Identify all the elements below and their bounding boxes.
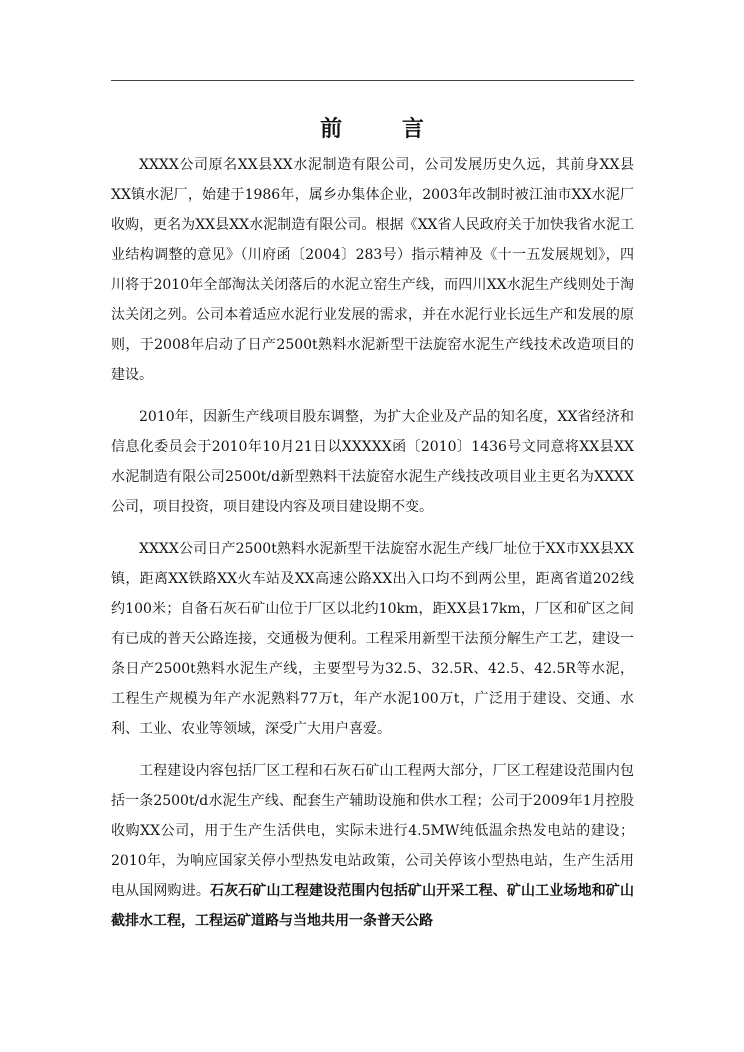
document-body bbox=[111, 150, 634, 936]
page-title: 前 言 bbox=[320, 116, 450, 142]
paragraph-4-text: 工程建设内容包括厂区工程和石灰石矿山工程两大部分，厂区工程建设范围内包括一条2500t/d水泥生产线、配套生产辅助设施和供水工程；公司于2009年1月控股收购XX公司，用于生产生活供电，实际未进行4.5MW纯低温余热发电站的建设；2010年，为响应国家关停小型热发电站政策，公司关停该小型热电站，生产生活用电从国网购进。 bbox=[111, 763, 634, 899]
paragraph-4 bbox=[111, 756, 634, 936]
paragraph-3: XXXX公司日产2500t熟料水泥新型干法旋窑水泥生产线厂址位于XX市XX县XX镇，距离XX铁路XX火车站及XX高速公路XX出入口均不到两公里，距离省道202线约100米；自备石灰石矿山位于厂区以北约10km，距XX县17km，厂区和矿区之间有已成的普天公路连接，交通极为便利。工程采用新型干法预分解生产工艺，建设一条日产2500t熟料水泥生产线，主要型号为32.5、32.5R、42.5、42.5R等水泥，工程生产规模为年产水泥熟料77万t，年产水泥100万t，广泛用于建设、交通、水利、工业、农业等领域，深受广大用户喜爱。 bbox=[111, 541, 634, 737]
paragraph-2: 2010年，因新生产线项目股东调整，为扩大企业及产品的知名度，XX省经济和信息化委员会于2010年10月21日以XXXXX函〔2010〕1436号文同意将XX县XX水泥制造有限公司2500t/d新型熟料干法旋窑水泥生产线技改项目业主更名为XXXX公司，项目投资，项目建设内容及项目建设期不变。 bbox=[111, 409, 634, 515]
paragraph-1: XXXX公司原名XX县XX水泥制造有限公司，公司发展历史久远，其前身XX县XX镇水泥厂，始建于1986年，属乡办集体企业，2003年改制时被江油市XX水泥厂收购，更名为XX县XX水泥制造有限公司。根据《XX省人民政府关于加快我省水泥工业结构调整的意见》（川府函〔2004〕283号）指示精神及《十一五发展规划》，四川将于2010年全部淘汰关闭落后的水泥立窑生产线，而四川XX水泥生产线则处于淘汰关闭之列。公司本着适应水泥行业发展的需求，并在水泥行业长远生产和发展的原则，于2008年启动了日产2500t熟料水泥新型干法旋窑水泥生产线技术改造项目的建设。 bbox=[111, 157, 634, 383]
header-rule bbox=[111, 80, 634, 81]
paragraph-4-bold-text: 石灰石矿山工程建设范围内包括矿山开采工程、矿山工业场地和矿山截排水工程，工程运矿道路与当地共用一条普天公路 bbox=[111, 883, 635, 929]
